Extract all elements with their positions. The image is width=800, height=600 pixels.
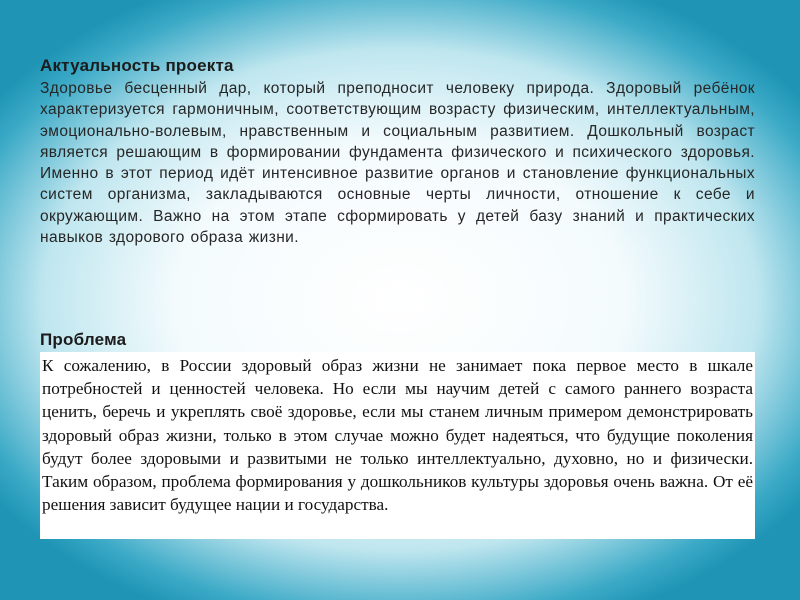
actuality-paragraph: Здоровье бесценный дар, который преподносит человеку природа. Здоровый ребёнок характеризуется гармоничным, соответствующим возрасту физическим, интеллектуальным, эмоционально-волевым, нравственным и социальным развитием. Дошкольный возраст является решающим в формировании фундамента физического и психического здоровья. Именно в этот период идёт интенсивное развитие органов и становление функциональных систем организма, закладываются основные черты личности, отношение к себе и окружающим. Важно на этом этапе сформировать у детей базу знаний и практических навыков здорового образа жизни. [40, 80, 755, 247]
problem-heading: Проблема [40, 330, 127, 349]
actuality-heading: Актуальность проекта [40, 56, 234, 75]
problem-paragraph: К сожалению, в России здоровый образ жизни не занимает пока первое место в шкале потребностей и ценностей человека. Но если мы научим детей с самого раннего возраста ценить, беречь и укреплять своё здоровье, если мы станем личным примером демонстрировать здоровый образ жизни, только в этом случае можно будет надеяться, что будущие поколения будут более здоровыми и развитыми не только интеллектуально, духовно, но и физически. Таким образом, проблема формирования у дошкольников культуры здоровья очень важна. От её решения зависит будущее нации и государства. [42, 356, 753, 515]
problem-text-box [40, 352, 755, 539]
